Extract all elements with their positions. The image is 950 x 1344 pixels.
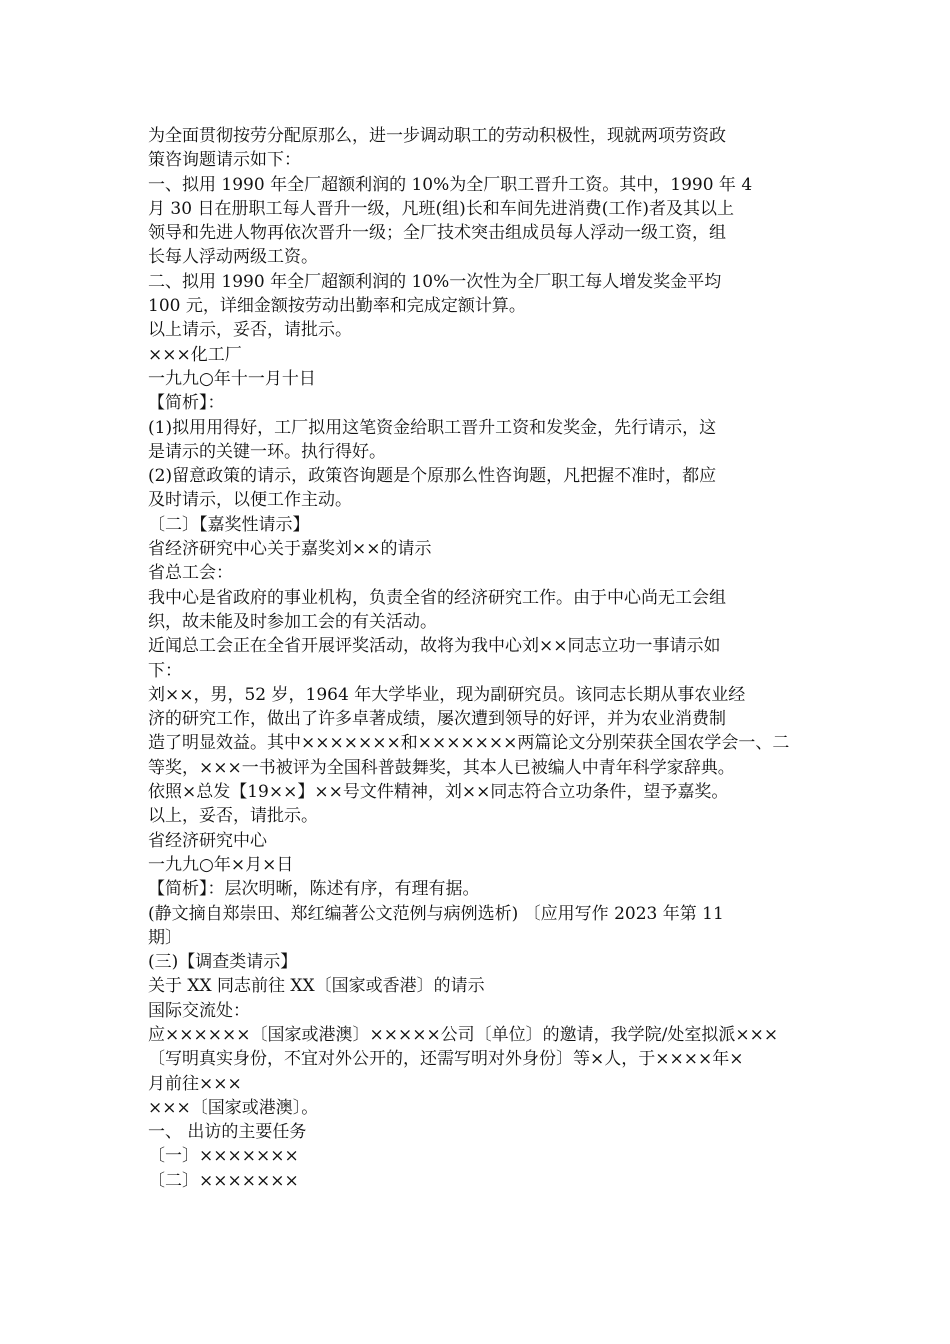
date-line: 一九九○年十一月十日 — [148, 368, 316, 389]
addressee: 国际交流处： — [148, 1000, 250, 1021]
text-line: 月前往××× — [148, 1073, 242, 1094]
text-line: 领导和先进人物再依次晋升一级；全厂技术突击组成员每人浮动一级工资，组 — [148, 223, 726, 244]
analysis-heading: 【简析】：层次明晰，陈述有序，有理有据。 — [148, 879, 480, 900]
text-line: 刘××，男，52 岁，1964 年大学毕业，现为副研究员。该同志长期从事农业经 — [148, 684, 746, 705]
text-line: 以上，妥否，请批示。 — [148, 806, 318, 827]
list-item: 〔二〕××××××× — [148, 1170, 299, 1191]
text-line: 下： — [148, 660, 182, 681]
text-line: (1)拟用用得好，工厂拟用这笔资金给职工晋升工资和发奖金，先行请示，这 — [148, 417, 717, 438]
text-line: 织，故未能及时参加工会的有关活动。 — [148, 611, 437, 632]
addressee: 省总工会： — [148, 563, 233, 584]
section-heading: 〔二〕【嘉奖性请示】 — [148, 514, 310, 535]
text-line: 策咨询题请示如下： — [148, 150, 301, 171]
document-title: 省经济研究中心关于嘉奖刘××的请示 — [148, 539, 432, 560]
document-title: 关于 XX 同志前往 XX〔国家或香港〕的请示 — [148, 976, 485, 997]
text-line: 济的研究工作，做出了许多卓著成绩，屡次遭到领导的好评，并为农业消费制 — [148, 709, 726, 730]
subsection-heading: 一、 出访的主要任务 — [148, 1122, 307, 1143]
text-line: 二、拟用 1990 年全厂超额利润的 10%一次性为全厂职工每人增发奖金平均 — [148, 271, 722, 292]
signature-org: ×××化工厂 — [148, 344, 242, 365]
text-line: (2)留意政策的请示，政策咨询题是个原那么性咨询题，凡把握不准时，都应 — [148, 466, 717, 487]
signature-org: 省经济研究中心 — [148, 830, 267, 851]
text-line: 是请示的关键一环。执行得好。 — [148, 441, 386, 462]
text-line: 应××××××〔国家或港澳〕×××××公司〔单位〕的邀请，我学院/处室拟派××× — [148, 1024, 779, 1045]
text-line: 以上请示，妥否，请批示。 — [148, 320, 352, 341]
text-line: 造了明显效益。其中×××××××和×××××××两篇论文分别荣获全国农学会一、二 — [148, 733, 790, 754]
text-line: ×××〔国家或港澳〕。 — [148, 1097, 319, 1118]
text-line: 等奖，×××一书被评为全国科普鼓舞奖，其本人已被编人中青年科学家辞典。 — [148, 757, 735, 778]
text-line: 100 元，详细金额按劳动出勤率和完成定额计算。 — [148, 296, 526, 317]
text-line: 一、拟用 1990 年全厂超额利润的 10%为全厂职工晋升工资。其中，1990 年 4 — [148, 174, 753, 195]
text-line: 月 30 日在册职工每人晋升一级，凡班(组)长和车间先进消费(工作)者及其以上 — [148, 198, 734, 219]
analysis-heading: 【简析】： — [148, 393, 225, 414]
text-line: 及时请示，以便工作主动。 — [148, 490, 352, 511]
text-line: 〔写明真实身份，不宜对外公开的，还需写明对外身份〕等×人，于××××年× — [148, 1049, 744, 1070]
date-line: 一九九○年×月×日 — [148, 854, 294, 875]
source-citation: (静文摘自郑崇田、郑红编著公文范例与病例选析) 〔应用写作 2023 年第 11 — [148, 903, 724, 924]
list-item: 〔一〕××××××× — [148, 1146, 299, 1167]
text-line: 长每人浮动两级工资。 — [148, 247, 318, 268]
text-line: 依照×总发【19××】××号文件精神，刘××同志符合立功条件，望予嘉奖。 — [148, 782, 729, 803]
section-heading: (三)【调查类请示】 — [148, 952, 298, 973]
text-line: 我中心是省政府的事业机构，负责全省的经济研究工作。由于中心尚无工会组 — [148, 587, 726, 608]
source-citation: 期〕 — [148, 927, 182, 948]
document-body — [148, 124, 808, 1193]
text-line: 近闻总工会正在全省开展评奖活动，故将为我中心刘××同志立功一事请示如 — [148, 636, 721, 657]
text-line: 为全面贯彻按劳分配原那么，进一步调动职工的劳动积极性，现就两项劳资政 — [148, 126, 726, 146]
